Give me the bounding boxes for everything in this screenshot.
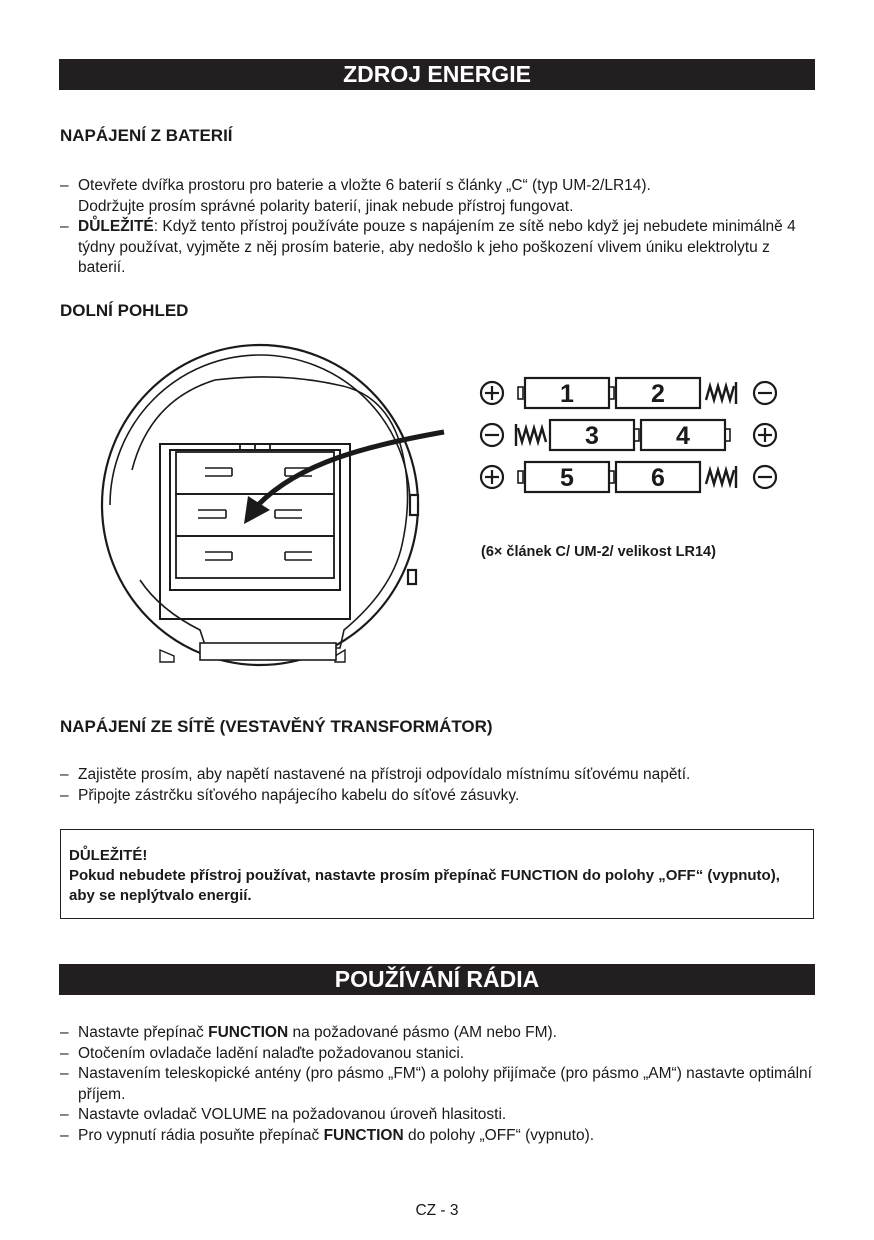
- item-text: Otevřete dvířka prostoru pro baterie a vložte 6 baterií s články „C“ (typ UM-2/LR14).: [78, 177, 651, 194]
- note-title: DŮLEŽITÉ!: [69, 847, 148, 864]
- bottom-view-heading: DOLNÍ POHLED: [60, 301, 189, 320]
- radio-instructions: [60, 1023, 830, 1146]
- list-item: [60, 1126, 830, 1147]
- item-text: Nastavením teleskopické antény (pro pásmo „FM“) a polohy přijímače (pro pásmo „AM“) nastavte optimální příjem.: [78, 1065, 812, 1103]
- item-text-line2: Dodržujte prosím správné polarity baterií, jinak nebude přístroj fungovat.: [78, 197, 574, 215]
- item-text: Nastavte ovladač VOLUME na požadovanou úroveň hlasitosti.: [78, 1106, 507, 1123]
- item-bold: FUNCTION: [208, 1024, 289, 1041]
- list-item: – Zajistěte prosím, aby napětí nastavené na přístroji odpovídalo místnímu síťovému napětí.: [60, 765, 830, 786]
- list-item: [60, 1023, 830, 1044]
- battery-polarity-diagram: [470, 370, 790, 500]
- battery-label-1: 1: [560, 380, 574, 408]
- battery-label-3: 3: [585, 422, 599, 450]
- battery-label-4: 4: [676, 422, 690, 450]
- section-banner-radio: POUŽÍVÁNÍ RÁDIA: [59, 964, 815, 995]
- important-note-box: [60, 829, 814, 919]
- battery-label-2: 2: [651, 380, 665, 408]
- page-number: CZ - 3: [415, 1202, 459, 1219]
- battery-caption: (6× článek C/ UM-2/ velikost LR14): [481, 544, 716, 560]
- item-text: Nastavte přepínač: [78, 1024, 209, 1041]
- item-bold: FUNCTION: [323, 1126, 404, 1144]
- battery-label-5: 5: [560, 464, 574, 492]
- mains-heading: NAPÁJENÍ ZE SÍTĚ (VESTAVĚNÝ TRANSFORMÁTOR): [60, 717, 493, 736]
- battery-heading: NAPÁJENÍ Z BATERIÍ: [60, 126, 233, 145]
- battery-label-6: 6: [651, 464, 665, 492]
- item-text: : Když tento přístroj používáte pouze s napájením ze sítě nebo když jej nebudete minimálně 4 týdny používat, vyjměte z něj prosím baterie, aby nedošlo k jeho poškození vlivem úniku elektrolytu z baterií.: [78, 218, 796, 276]
- section-banner-power: ZDROJ ENERGIE: [59, 59, 815, 90]
- item-text: do polohy „OFF“ (vypnuto).: [403, 1126, 595, 1144]
- important-label: DŮLEŽITÉ: [78, 218, 154, 235]
- list-item: [60, 1044, 830, 1065]
- note-text: Pokud nebudete přístroj používat, nastavte prosím přepínač FUNCTION do polohy „OFF“ (vypnuto), aby se neplýtvalo energií.: [69, 867, 780, 904]
- list-item: – Připojte zástrčku síťového napájecího kabelu do síťové zásuvky.: [60, 786, 830, 807]
- item-text: na požadované pásmo (AM nebo FM).: [288, 1024, 557, 1041]
- list-item: [60, 1105, 830, 1126]
- mains-instructions: [60, 765, 830, 806]
- item-text: Otočením ovladače ladění nalaďte požadovanou stanici.: [78, 1044, 465, 1062]
- list-item: [60, 1064, 813, 1105]
- item-text: Pro vypnutí rádia posuňte přepínač: [78, 1126, 324, 1144]
